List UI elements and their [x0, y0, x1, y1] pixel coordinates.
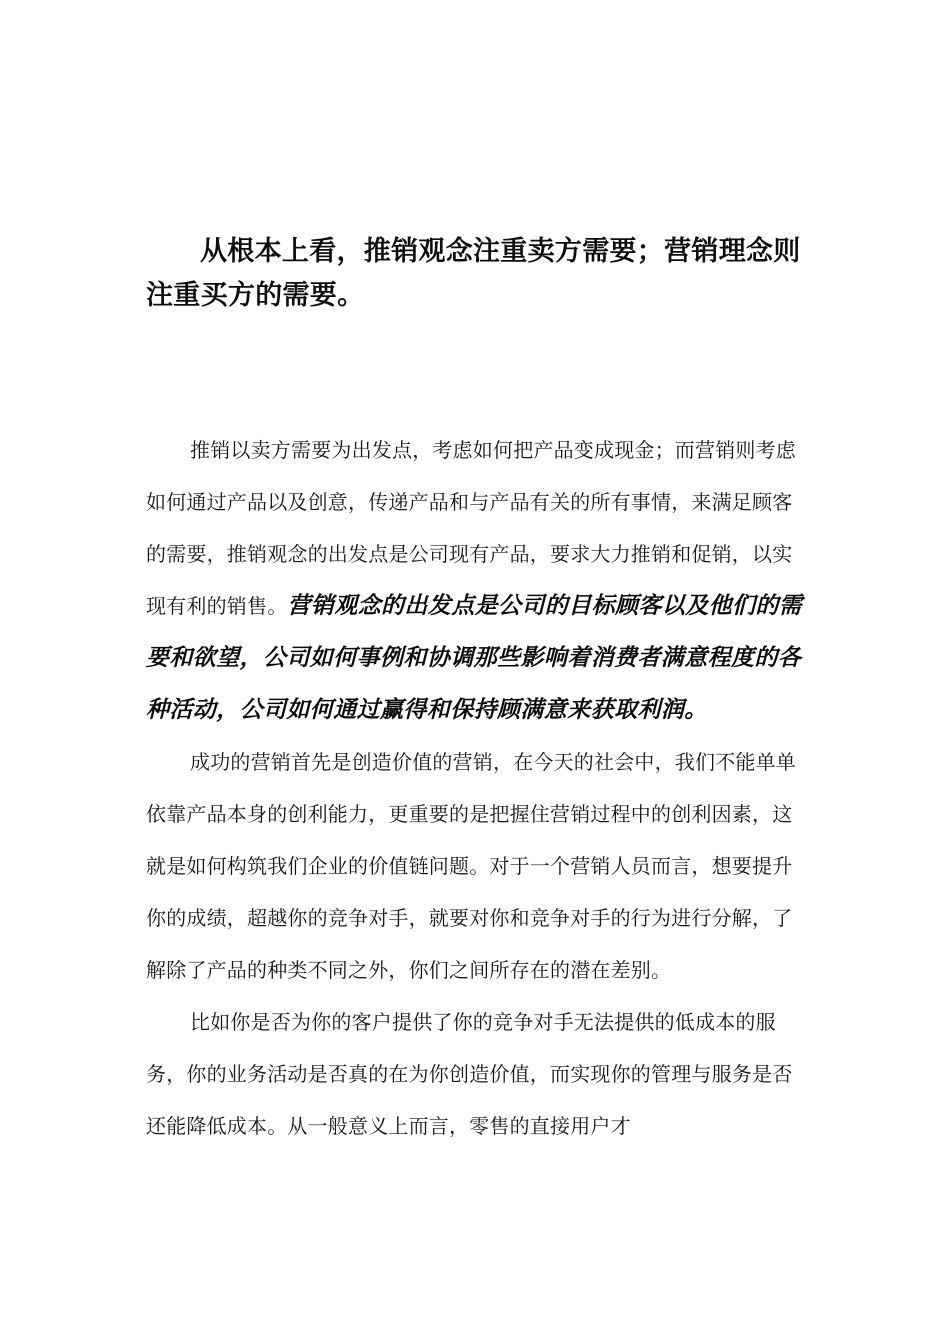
section-heading: 从根本上看，推销观念注重卖方需要；营销理念则注重买方的需要。: [146, 236, 801, 311]
paragraph-1-text: 推销以卖方需要为出发点，考虑如何把产品变成现金；而营销则考虑如何通过产品以及创意，传递产品和与产品有关的所有事情，来满足顾客的需要，推销观念的出发点是公司现有产品，要求大力推销和促销，以实现有利的销售。: [146, 438, 796, 618]
paragraph-2: 成功的营销首先是创造价值的营销，在今天的社会中，我们不能单单依靠产品本身的创利能力，更重要的是把握住营销过程中的创利因素，这就是如何构筑我们企业的价值链问题。对于一个营销人员而言，想要提升你的成绩，超越你的竞争对手，就要对你和竞争对手的行为进行分解，了解除了产品的种类不同之外，你们之间所存在的潜在差别。: [146, 750, 796, 982]
paragraph-3: 比如你是否为你的客户提供了你的竞争对手无法提供的低成本的服务，你的业务活动是否真的在为你创造价值，而实现你的管理与服务是否还能降低成本。从一般意义上而言，零售的直接用户才: [146, 1010, 793, 1138]
paragraph-1: [146, 424, 808, 736]
paragraph-1-emphasis: 营销观念的出发点是公司的目标顾客以及他们的需要和欲望，公司如何事例和协调那些影响着消费者满意程度的各种活动，公司如何通过赢得和保持顾满意来获取利润。: [146, 593, 803, 723]
document-body: [146, 424, 808, 1152]
